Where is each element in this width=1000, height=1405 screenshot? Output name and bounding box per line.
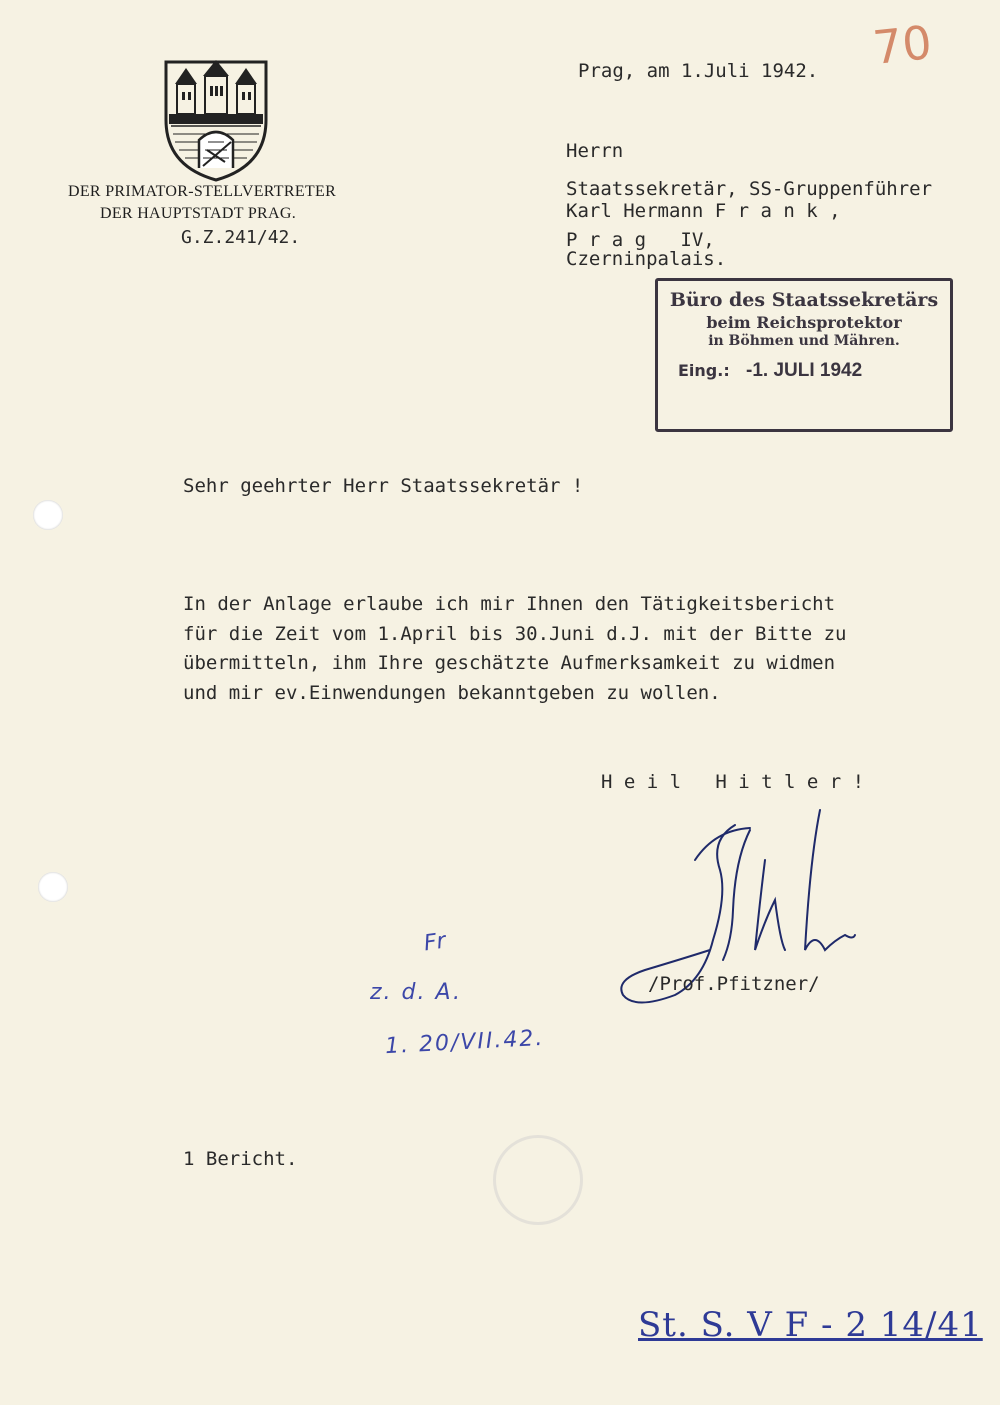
stamp-protector-line: beim Reichsprotektor bbox=[706, 313, 902, 332]
punch-hole-upper bbox=[33, 500, 63, 530]
faint-seal-impression bbox=[493, 1135, 583, 1225]
body-line-1: In der Anlage erlaube ich mir Ihnen den Tätigkeitsbericht bbox=[183, 593, 836, 615]
body-line-2: für die Zeit vom 1.April bis 30.Juni d.J. mit der Bitte zu bbox=[183, 623, 847, 645]
recipient-salutation: Herrn bbox=[566, 140, 624, 162]
recipient-building: Czerninpalais. bbox=[566, 248, 727, 270]
handwritten-note-filing: z. d. A. bbox=[370, 980, 462, 1005]
body-line-4: und mir ev.Einwendungen bekanntgeben zu wollen. bbox=[183, 682, 721, 704]
recipient-title: Staatssekretär, SS-Gruppenführer bbox=[566, 178, 933, 200]
letter-greeting: Sehr geehrter Herr Staatssekretär ! bbox=[183, 475, 584, 497]
letterhead-reference-number: G.Z.241/42. bbox=[181, 227, 301, 248]
receipt-stamp bbox=[655, 278, 953, 432]
stamp-received-label: Eing.: bbox=[678, 361, 730, 380]
handwritten-note-date: 1. 20/VII.42. bbox=[384, 1025, 545, 1060]
stamp-received-date: -1. JULI 1942 bbox=[746, 360, 863, 381]
letterhead-office-title: DER PRIMATOR-STELLVERTRETER bbox=[68, 183, 337, 200]
closing-salute: H e i l H i t l e r ! bbox=[601, 771, 865, 793]
handwritten-note-initials: Fr bbox=[422, 928, 448, 957]
body-line-3: übermitteln, ihm Ihre geschätzte Aufmerksamkeit zu widmen bbox=[183, 652, 836, 674]
stamp-office-line: Büro des Staatssekretärs bbox=[669, 289, 939, 311]
recipient-city: P r a g IV, bbox=[566, 229, 715, 251]
file-reference-number: St. S. V F - 2 14/41 bbox=[638, 1305, 983, 1345]
signatory-name: /Prof.Pfitzner/ bbox=[648, 973, 820, 995]
prague-coat-of-arms-emblem bbox=[163, 58, 269, 183]
date-line: Prag, am 1.Juli 1942. bbox=[578, 60, 819, 82]
page-number: 70 bbox=[870, 15, 935, 75]
enclosure-note: 1 Bericht. bbox=[183, 1148, 298, 1170]
stamp-region-line: in Böhmen und Mähren. bbox=[708, 333, 900, 349]
letterhead-city-title: DER HAUPTSTADT PRAG. bbox=[100, 205, 296, 222]
punch-hole-lower bbox=[38, 872, 68, 902]
recipient-name: Karl Hermann F r a n k , bbox=[566, 200, 841, 222]
